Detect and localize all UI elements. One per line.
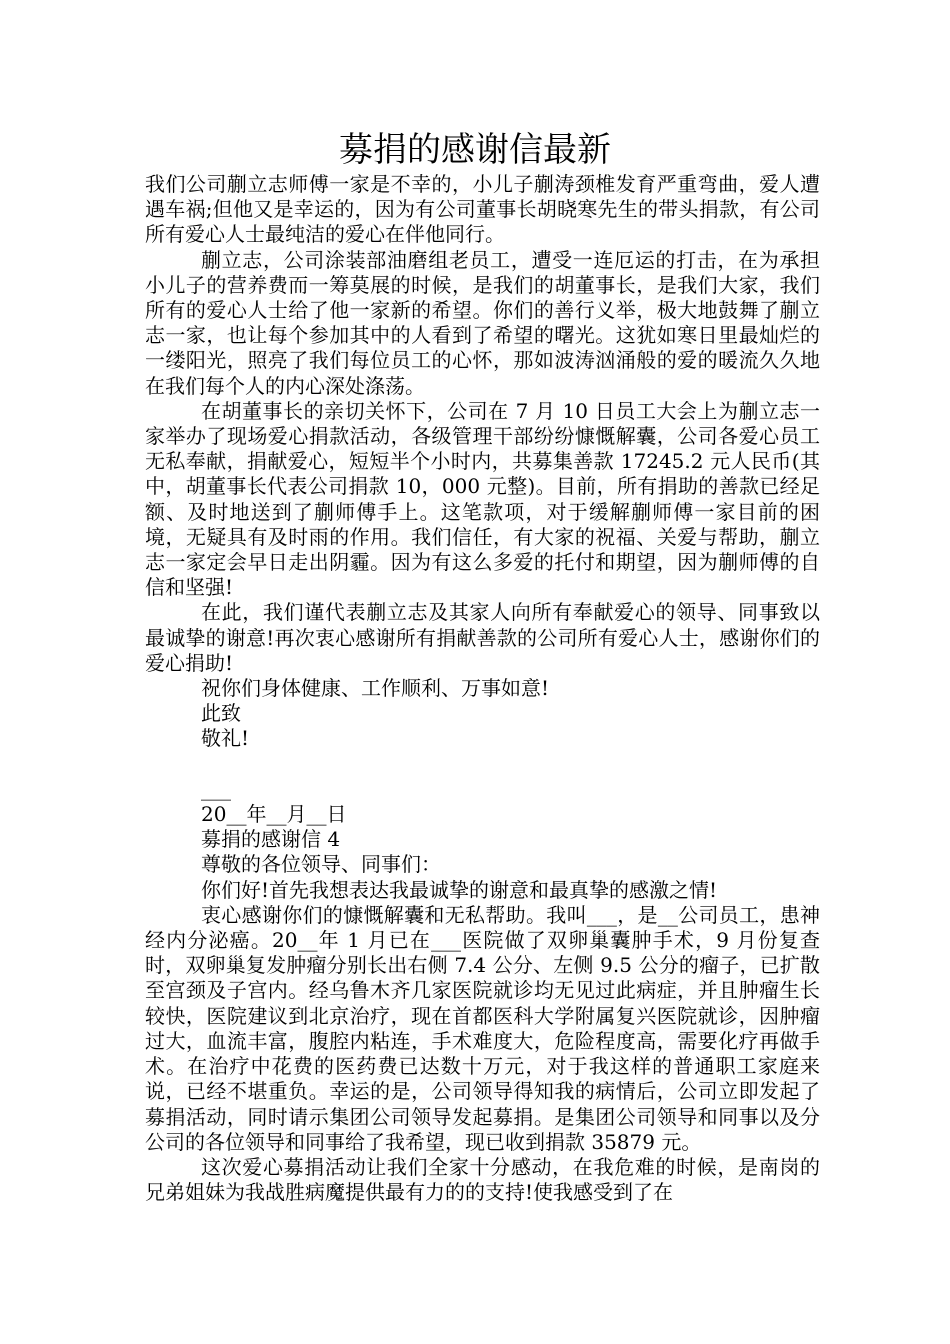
paragraph-donation-event: 在胡董事长的亲切关怀下，公司在 7 月 10 日员工大会上为蒯立志一家举办了现场爱心捐款活动，各级管理干部纷纷慷慨解囊，公司各爱心员工无私奉献，捐献爱心，短短半个小时内，共募集善款 17245.2 元人民币(其中，胡董事长代表公司捐款 10，000 元整)。目前，所有捐助的善款已经足额、及时地送到了蒯师傅手上。这笔款项，对于缓解蒯师傅一家目前的困境，无疑具有及时雨的作用。我们信任，有大家的祝福、关爱与帮助，蒯立志一家定会早日走出阴霾。因为有这么多爱的托付和期望，因为蒯师傅的自信和坚强! <box>145 398 820 600</box>
greeting: 尊敬的各位领导、同事们： <box>201 852 441 877</box>
signature-blank: ___ <box>201 776 231 801</box>
paragraph-gratitude: 这次爱心募捐活动让我们全家十分感动，在我危难的时候，是南岗的兄弟姐妹为我战胜病魔提供最有力的的支持!使我感受到了在 <box>145 1154 820 1205</box>
blank-spacer <box>145 752 820 777</box>
paragraph-background: 蒯立志，公司涂装部油磨组老员工，遭受一连厄运的打击，在为承担小儿子的营养费而一筹莫展的时候，是我们的胡董事长，是我们大家，我们所有的爱心人士给了他一家新的希望。你们的善行义举，极大地鼓舞了蒯立志一家，也让每个参加其中的人看到了希望的曙光。这犹如寒日里最灿烂的一缕阳光，照亮了我们每位员工的心怀，那如波涛汹涌般的爱的暖流久久地在我们每个人的内心深处涤荡。 <box>145 247 820 398</box>
paragraph-opening: 你们好!首先我想表达我最诚挚的谢意和最真挚的感激之情! <box>201 877 718 902</box>
closing-salutation: 此致 <box>201 701 241 726</box>
paragraph-wishes: 祝你们身体健康、工作顺利、万事如意! <box>201 676 550 701</box>
page-title: 募捐的感谢信最新 <box>339 130 611 170</box>
paragraph-illness: 衷心感谢你们的慷慨解囊和无私帮助。我叫___，是__公司员工，患神经内分泌癌。20__年 1 月已在___医院做了双卵巢囊肿手术，9 月份复查时，双卵巢复发肿瘤分别长出右侧 7.4 公分、左侧 9.5 公分的瘤子，已扩散至宫颈及子宫内。经乌鲁木齐几家医院就诊均无见过此病症，并且肿瘤生长较快，医院建议到北京治疗，现在首都医科大学附属复兴医院就诊，因肿瘤过大，血流丰富，腹腔内粘连，手术难度大，危险程度高，需要化疗再做手术。在治疗中花费的医药费已达数十万元，对于我这样的普通职工家庭来说，已经不堪重负。幸运的是，公司领导得知我的病情后，公司立即发起了募捐活动，同时请示集团公司领导发起募捐。是集团公司领导和同事以及分公司的各位领导和同事给了我希望，现已收到捐款 35879 元。 <box>145 902 820 1154</box>
closing-regards: 敬礼! <box>201 726 250 751</box>
paragraph-thanks: 在此，我们谨代表蒯立志及其家人向所有奉献爱心的领导、同事致以最诚挚的谢意!再次衷心感谢所有捐献善款的公司所有爱心人士，感谢你们的爱心捐助! <box>145 600 820 675</box>
letter-body <box>145 172 820 1205</box>
date-line: 20__年__月__日 <box>201 802 347 827</box>
paragraph-intro: 我们公司蒯立志师傅一家是不幸的，小儿子蒯涛颈椎发育严重弯曲，爱人遭遇车祸;但他又是幸运的，因为有公司董事长胡晓寒先生的带头捐款，有公司所有爱心人士最纯洁的爱心在伴他同行。 <box>145 172 820 247</box>
section-heading: 募捐的感谢信 4 <box>201 827 341 852</box>
